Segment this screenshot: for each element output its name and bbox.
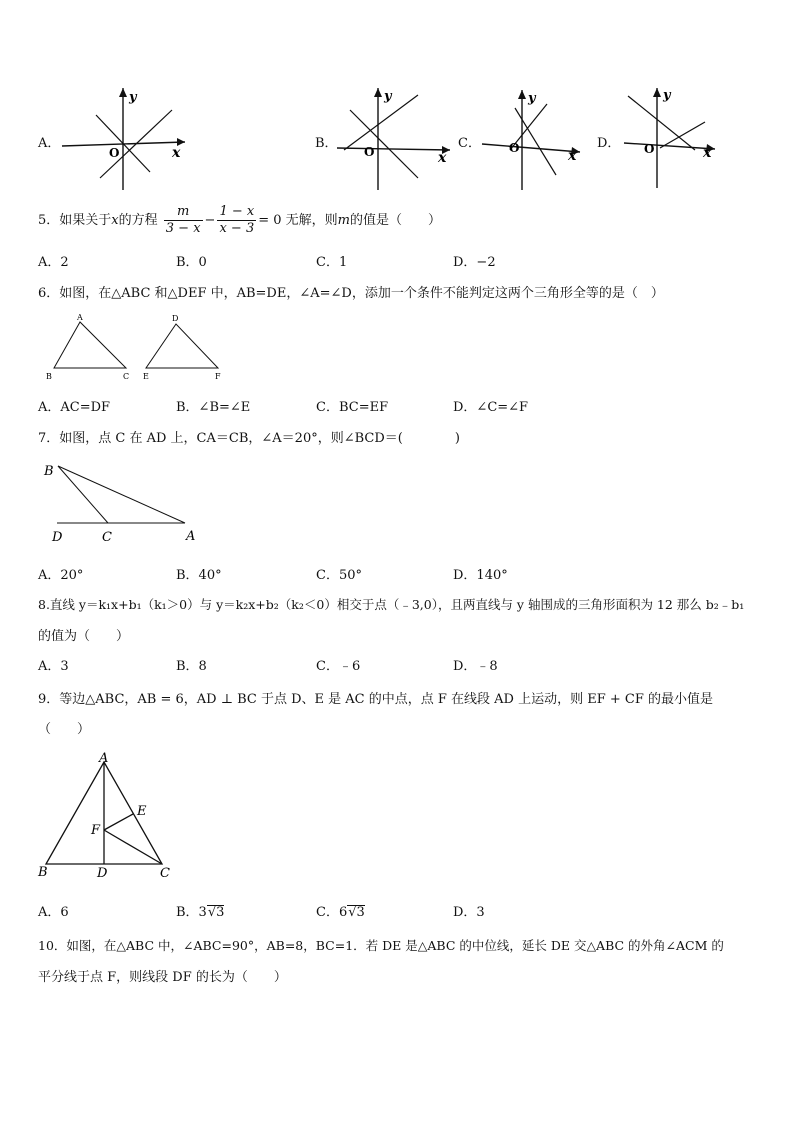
q4-axis-x: x — [703, 145, 712, 161]
q9-label-e: E — [137, 804, 147, 819]
q5-fraction-2: $\frac{1 - x}{x - 3}$ — [219, 204, 255, 236]
q8-option-d: D．﹣8 — [453, 659, 498, 674]
q6-label-a: A — [77, 313, 83, 322]
q6-option-a: A．AC=DF — [38, 400, 111, 415]
q6-label-d: D — [172, 314, 179, 323]
q5-minus: − — [204, 213, 216, 228]
q6-option-c: C．BC=EF — [316, 400, 389, 415]
q5-option-b: B．0 — [176, 255, 207, 270]
q6-option-b: B．∠B=∠E — [176, 400, 251, 415]
q5-text-post: 的值是（ ） — [349, 213, 441, 228]
q4-axis-y: y — [663, 88, 671, 103]
q8-stem-line2: 的值为（ ） — [38, 629, 130, 644]
q9-option-c: C．6√3 — [316, 905, 365, 920]
q9-label-b: B — [38, 865, 48, 880]
q5-var-x: x — [111, 213, 119, 228]
q4-axis-y: y — [129, 90, 137, 105]
q7-option-a: A．20° — [38, 568, 84, 583]
q4-axis-x: x — [172, 145, 181, 161]
q4-origin: O — [509, 141, 520, 155]
q5-text-eq: = 0 无解，则 — [258, 213, 338, 228]
q4-option-label: C． — [458, 136, 481, 151]
q9-label-d: D — [97, 866, 108, 881]
q8-option-a: A．3 — [38, 659, 69, 674]
q4-axis-y: y — [528, 91, 536, 106]
q7-label-d: D — [52, 530, 63, 545]
q5-fraction-1: $\frac{m}{3 - x}$ — [165, 204, 201, 236]
q9-option-d: D．3 — [453, 905, 485, 920]
q6-option-d: D．∠C=∠F — [453, 400, 529, 415]
q5-option-a: A．2 — [38, 255, 69, 270]
q10-stem-line1: 10．如图，在△ABC 中，∠ABC=90°，AB=8，BC=1．若 DE 是△ABC 的中位线，延长 DE 交△ABC 的外角∠ACM 的 — [38, 938, 724, 953]
q4-axis-x: x — [568, 148, 577, 164]
q4-origin: O — [644, 142, 655, 156]
q8-option-c: C．﹣6 — [316, 659, 361, 674]
q9-label-a: A — [99, 751, 109, 766]
q4-axis-x: x — [438, 150, 447, 166]
q9-option-b: B．3√3 — [176, 905, 225, 920]
q6-label-c: C — [123, 372, 130, 381]
q4-option-label: D． — [597, 136, 621, 151]
q4-origin: O — [109, 146, 120, 160]
q6-label-f: F — [215, 372, 221, 381]
q7-option-d: D．140° — [453, 568, 508, 583]
q7-label-c: C — [102, 530, 112, 545]
q5-text-mid: 的方程 — [118, 213, 158, 228]
q6-stem: 6．如图，在△ABC 和△DEF 中，AB=DE，∠A=∠D，添加一个条件不能判定这两个三角形全等的是（ ） — [38, 286, 664, 301]
q8-stem-line1: 8.直线 y＝k₁x+b₁（k₁＞0）与 y＝k₂x+b₂（k₂＜0）相交于点（﹣3,0），且两直线与 y 轴围成的三角形面积为 12 那么 b₂﹣b₁ — [38, 597, 745, 612]
q4-option-label: B． — [315, 136, 338, 151]
q9-option-a: A．6 — [38, 905, 69, 920]
q5-option-d: D．−2 — [453, 255, 496, 270]
q7-option-b: B．40° — [176, 568, 222, 583]
q9-stem-line1: 9．等边△ABC，AB = 6，AD ⊥ BC 于点 D、E 是 AC 的中点，点 F 在线段 AD 上运动，则 EF + CF 的最小值是 — [38, 692, 713, 707]
q6-label-b: B — [46, 372, 52, 381]
q7-stem: 7．如图，点 C 在 AD 上，CA＝CB，∠A＝20°，则∠BCD＝( ) — [38, 431, 460, 446]
q7-option-c: C．50° — [316, 568, 362, 583]
sqrt-symbol: √3 — [348, 905, 365, 920]
q5-text-pre: 5．如果关于 — [38, 213, 112, 228]
q7-label-b: B — [44, 464, 54, 479]
q9-label-c: C — [160, 866, 170, 881]
q7-label-a: A — [186, 529, 196, 544]
sqrt-symbol: √3 — [207, 905, 225, 920]
q5-var-m: m — [337, 213, 350, 228]
q4-axis-y: y — [384, 89, 392, 104]
q4-option-label: A． — [38, 136, 61, 151]
q4-origin: O — [364, 145, 375, 159]
q8-option-b: B．8 — [176, 659, 207, 674]
q10-stem-line2: 平分线于点 F，则线段 DF 的长为（ ） — [38, 970, 287, 985]
q9-stem-line2: （ ） — [38, 722, 91, 737]
q6-label-e: E — [143, 372, 149, 381]
q5-option-c: C．1 — [316, 255, 348, 270]
q9-label-f: F — [91, 823, 101, 838]
